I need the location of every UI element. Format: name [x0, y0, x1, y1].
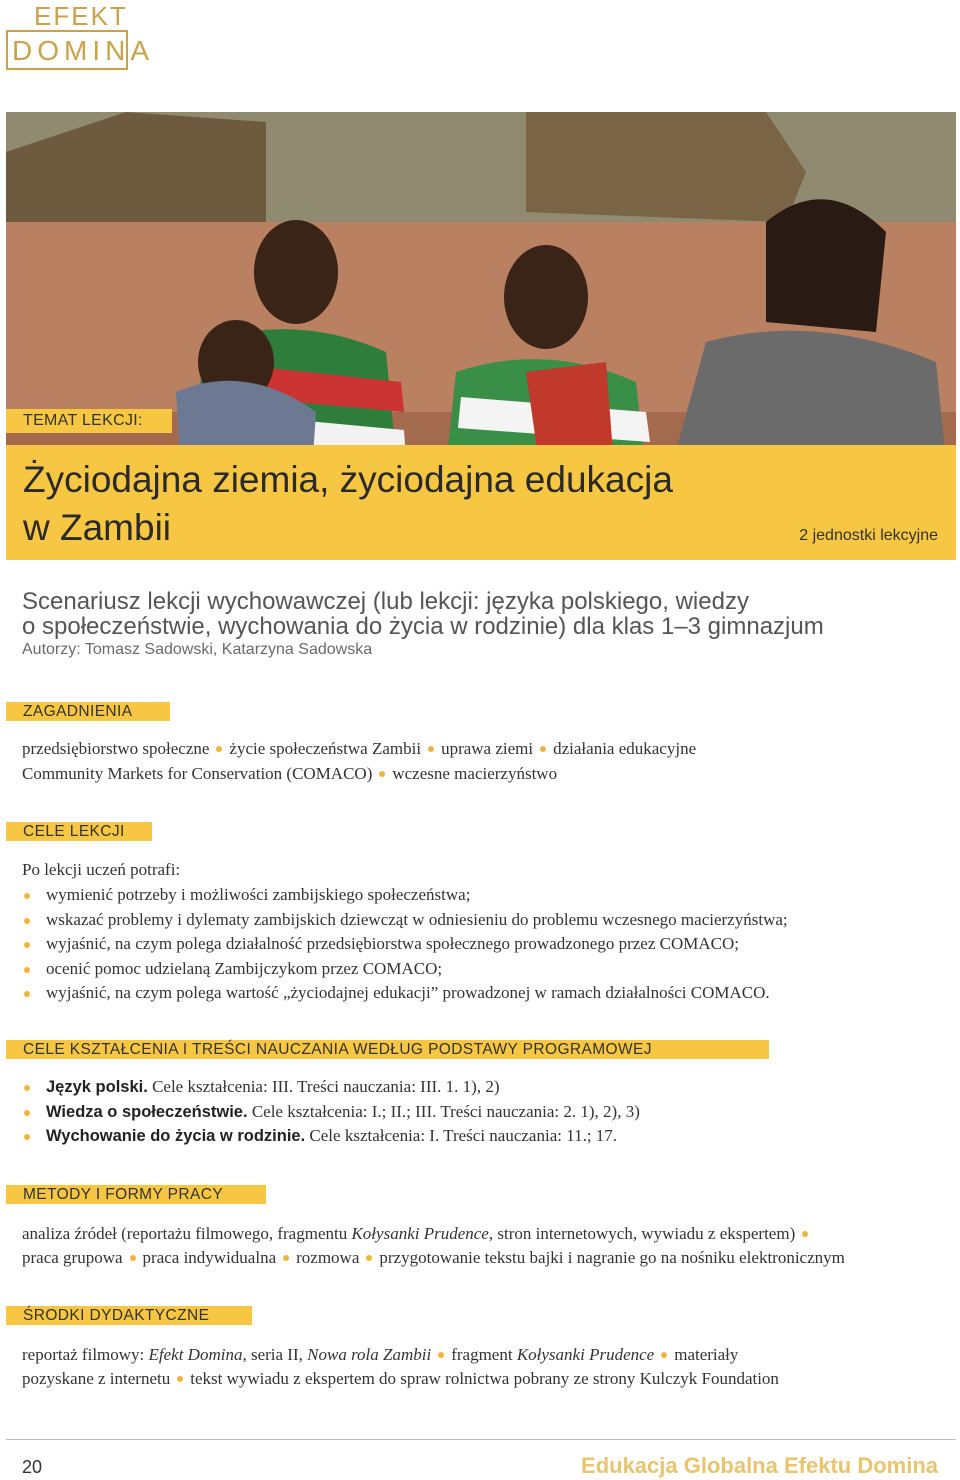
subject-detail: Cele kształcenia: I. Treści nauczania: 11.; 17.: [309, 1126, 618, 1145]
bullet-dot: [802, 1231, 808, 1237]
section-label-text: CELE KSZTAŁCENIA I TREŚCI NAUCZANIA WEDŁUG PODSTAWY PROGRAMOWEJ: [23, 1041, 652, 1058]
subject-detail: Cele kształcenia: I.; II.; III. Treści nauczania: 2. 1), 2), 3): [251, 1101, 640, 1121]
bullet-dot: [24, 967, 30, 973]
bullet-dot: [24, 1110, 30, 1116]
bullet-dot: [24, 991, 30, 997]
footer-title: Edukacja Globalna Efektu Domina: [581, 1453, 938, 1478]
section-label-text: ZAGADNIENIA: [23, 703, 133, 720]
section-label-text: ŚRODKI DYDAKTYCZNE: [23, 1307, 210, 1324]
metody-italic: Kołysanki Prudence: [351, 1224, 489, 1243]
zagadnienia-line1: [22, 738, 696, 760]
logo-box: [6, 30, 154, 70]
zagadnienia-line2: [22, 763, 557, 785]
list-item: [22, 1124, 640, 1149]
metody-line1: [22, 1223, 815, 1245]
subtitle-line1: Scenariusz lekcji wychowawczej (lub lekcji: języka polskiego, wiedzy: [22, 588, 749, 615]
metody-line2: [22, 1247, 845, 1269]
topic-label: [6, 409, 172, 433]
bullet-dot: [24, 942, 30, 948]
metody-text: analiza źródeł (reportażu filmowego, fragmentu: [22, 1224, 352, 1243]
metody-text: , stron internetowych, wywiadu z ekspertem): [488, 1224, 796, 1243]
list-item: [22, 981, 788, 1006]
section-label-zagadnienia: [6, 702, 170, 721]
srodki-italic: Nowa rola Zambii: [307, 1345, 432, 1364]
logo-line2: DOMINA: [12, 35, 154, 66]
srodki-italic: Kołysanki Prudence: [516, 1345, 655, 1364]
subject-name: Wiedza o społeczeństwie.: [46, 1102, 248, 1121]
bullet-dot: [216, 746, 222, 752]
page-number: 20: [22, 1457, 43, 1477]
cele-intro: Po lekcji uczeń potrafi:: [22, 860, 181, 879]
list-item: [22, 883, 788, 908]
bullet-dot: [24, 893, 30, 899]
srodki-text: fragment: [451, 1345, 517, 1364]
list-item: [22, 932, 788, 957]
list-item: [22, 1100, 640, 1125]
topic-item: Community Markets for Conservation (COMACO): [22, 764, 373, 783]
title-band: [6, 445, 956, 560]
list-item: [22, 1075, 640, 1100]
bullet-dot: [283, 1255, 289, 1261]
subtitle-line2: o społeczeństwie, wychowania do życia w rodzinie) dla klas 1–3 gimnazjum: [22, 613, 824, 640]
section-label-srodki: [6, 1306, 252, 1325]
topic-label-text: TEMAT LEKCJI:: [23, 412, 143, 429]
srodki-text: , seria II,: [242, 1345, 308, 1364]
lesson-units: 2 jednostki lekcyjne: [799, 527, 938, 544]
subject-name: Język polski.: [46, 1078, 148, 1096]
srodki-text: materiały: [674, 1345, 739, 1364]
subtitle: [22, 589, 824, 639]
metody-item: praca grupowa: [22, 1248, 123, 1267]
topic-item: przedsiębiorstwo społeczne: [22, 739, 210, 758]
bullet-dot: [428, 746, 434, 752]
bullet-dot: [24, 1134, 30, 1140]
footer-divider: [6, 1439, 956, 1440]
subject-name: Wychowanie do życia w rodzinie.: [46, 1127, 306, 1145]
srodki-italic: Efekt Domina: [148, 1345, 243, 1364]
topic-item: uprawa ziemi: [441, 739, 534, 758]
srodki-line2: [22, 1368, 779, 1390]
section-label-podstawa: [6, 1040, 769, 1059]
bullet-dot: [379, 771, 385, 777]
bullet-dot: [540, 746, 546, 752]
srodki-line1: [22, 1344, 738, 1366]
topic-item: życie społeczeństwa Zambii: [229, 739, 422, 758]
list-item: [22, 908, 788, 933]
topic-item: wczesne macierzyństwo: [392, 764, 558, 783]
section-label-text: CELE LEKCJI: [23, 823, 125, 840]
section-label-text: METODY I FORMY PRACY: [23, 1186, 224, 1203]
bullet-dot: [24, 918, 30, 924]
metody-item: przygotowanie tekstu bajki i nagranie go na nośniku elektronicznym: [379, 1248, 845, 1267]
title-line1: Życiodajna ziemia, życiodajna edukacja: [23, 459, 673, 500]
list-item-text: wymienić potrzeby i możliwości zambijskiego społeczeństwa;: [46, 885, 471, 904]
bullet-dot: [130, 1255, 136, 1261]
srodki-text: reportaż filmowy:: [22, 1345, 149, 1364]
page-title: [23, 456, 673, 552]
logo-line1: EFEKT: [34, 1, 128, 31]
bullet-dot: [366, 1255, 372, 1261]
list-item: [22, 957, 788, 982]
section-label-metody: [6, 1185, 266, 1204]
cele-list: [22, 883, 788, 1006]
metody-item: praca indywidualna: [142, 1248, 277, 1267]
list-item-text: ocenić pomoc udzielaną Zambijczykom przez COMACO;: [46, 958, 443, 978]
metody-item: rozmowa: [296, 1248, 360, 1267]
podstawa-list: [22, 1075, 640, 1149]
topic-item: działania edukacyjne: [553, 739, 697, 758]
bullet-dot: [438, 1352, 444, 1358]
list-item-text: wskazać problemy i dylematy zambijskich dziewcząt w odniesieniu do problemu wczesnego macierzyństwa;: [46, 909, 788, 929]
bullet-dot: [661, 1352, 667, 1358]
section-label-cele: [6, 822, 152, 841]
list-item-text: wyjaśnić, na czym polega działalność przedsiębiorstwa społecznego prowadzonego przez COMACO;: [46, 934, 739, 953]
logo: [6, 1, 154, 70]
srodki-text: tekst wywiadu z ekspertem do spraw rolnictwa pobrany ze strony Kulczyk Foundation: [190, 1369, 779, 1388]
list-item-text: wyjaśnić, na czym polega wartość „życiodajnej edukacji” prowadzonej w ramach działalności COMACO.: [46, 983, 770, 1002]
bullet-dot: [24, 1085, 30, 1091]
authors: Autorzy: Tomasz Sadowski, Katarzyna Sadowska: [22, 641, 373, 658]
subject-detail: Cele kształcenia: III. Treści nauczania: III. 1. 1), 2): [152, 1077, 500, 1096]
title-line2: w Zambii: [23, 507, 172, 548]
bullet-dot: [177, 1376, 183, 1382]
srodki-text: pozyskane z internetu: [22, 1369, 171, 1388]
